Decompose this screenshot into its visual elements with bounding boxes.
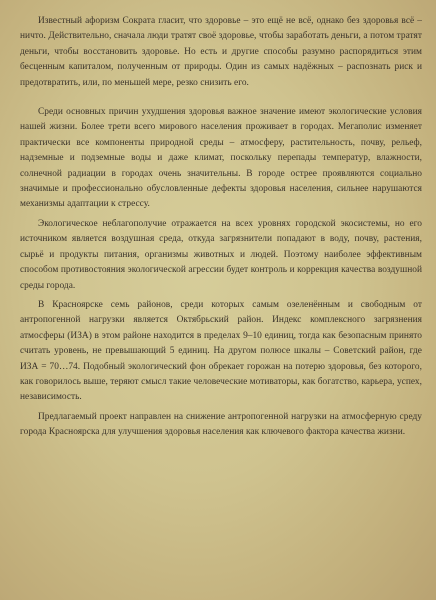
paragraph-socrates-aphorism: Известный афоризм Сократа гласит, что здоровье – это ещё не всё, однако без здоровья всё – ничто. Действительно, сначала люди тратят своё здоровье, чтобы заработать деньги, а потом тратят деньги, чтобы восстановить здоровье. Но есть и другие способы разумно распорядиться этим бесценным капиталом, полученным от природы. Один из самых надёжных – распознать риск и предотвратить, или, по меньшей мере, резко снизить его. bbox=[20, 16, 422, 88]
paragraph-krasnoyarsk-districts: В Красноярске семь районов, среди которых самым озеленённым и свободным от антропогенной нагрузки является Октябрьский район. Индекс комплексного загрязнения атмосферы (ИЗА) в этом районе находится в пределах 9–10 единиц, тогда как безопасным принято считать уровень, не превышающий 5 единиц. На другом полюсе шкалы – Советский район, где ИЗА = 70…74. Подобный экологический фон обрекает горожан на потерю здоровья, без которого, как говорилось выше, теряют смысл такие человеческие мотиваторы, как богатство, карьера, успех, независимость. bbox=[20, 299, 422, 403]
paragraph-air-quality: Экологическое неблагополучие отражается на всех уровнях городской экосистемы, но его источником является воздушная среда, откуда загрязнители попадают в воду, почву, растения, сырьё и продукты питания, организмы животных и людей. Поэтому наиболее эффективным способом противостояния экологической агрессии будет контроль и коррекция качества воздушной среды города. bbox=[20, 218, 422, 291]
paragraph-project-goal: Предлагаемый проект направлен на снижение антропогенной нагрузки на атмосферную среду города Красноярска для улучшения здоровья населения как ключевого фактора качества жизни. bbox=[20, 411, 422, 438]
paragraph-urban-ecology: Среди основных причин ухудшения здоровья важное значение имеют экологические условия нашей жизни. Более трети всего мирового населения проживает в городах. Мегаполис изменяет практически все компоненты природной среды – атмосферу, растительность, почву, рельеф, надземные и подземные воды и даже климат, поскольку перепады температур, влажности, солнечной радиации в городах очень значительны. В городе острее проявляются социально значимые и профессионально обусловленные дефекты здоровья населения, сильнее нарушаются механизмы адаптации к стрессу. bbox=[20, 107, 422, 210]
